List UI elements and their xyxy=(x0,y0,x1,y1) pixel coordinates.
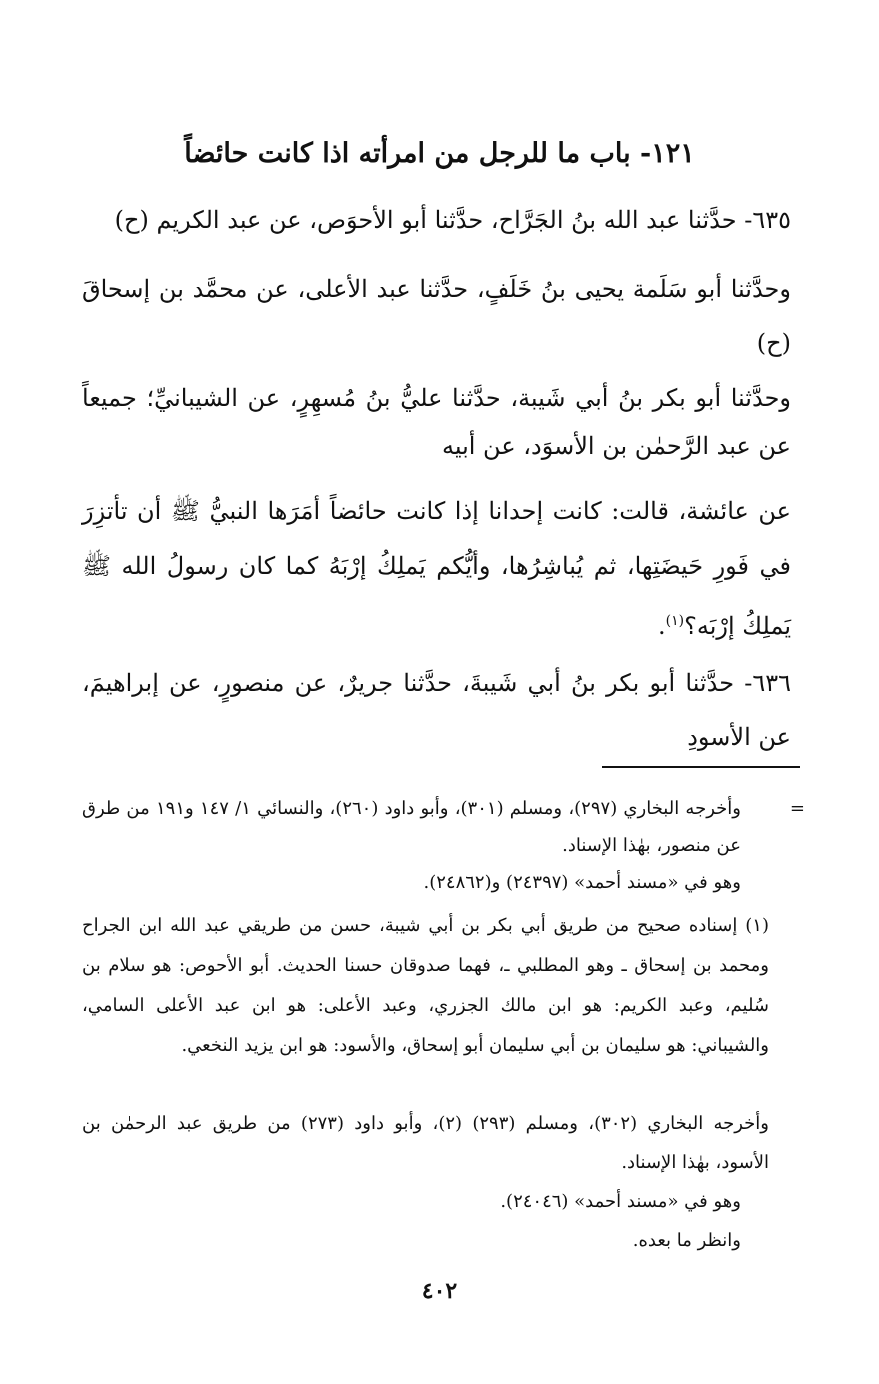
footnote-separator xyxy=(602,766,800,768)
footnote-paragraph: وهو في «مسند أحمد» (٢٤٣٩٧) و(٢٤٨٦٢). xyxy=(423,872,741,893)
footnote-1 xyxy=(82,906,793,1066)
chapter-title: ١٢١- باب ما للرجل من امرأته اذا كانت حائضاً xyxy=(184,138,695,169)
hadith-635-matn xyxy=(82,484,791,654)
footnote-continuation xyxy=(82,790,805,901)
footnote-paragraph: وانظر ما بعده. xyxy=(632,1230,741,1251)
footnote-1-continued xyxy=(82,1104,793,1260)
footnote-paragraph: وأخرجه البخاري (٣٠٢)، ومسلم (٢٩٣) (٢)، وأبو داود (٢٧٣) من طريق عبد الرحمٰن بن الأسود، بهٰذا الإسناد. xyxy=(82,1113,769,1173)
hadith-635-isnad-3 xyxy=(82,374,791,470)
footnote-reference[interactable]: (١) xyxy=(665,613,685,629)
isnad-text: وحدَّثنا أبو سَلَمة يحيى بنُ خَلَفٍ، حدَّثنا عبد الأعلى، عن محمَّد بن إسحاقَ (ح) xyxy=(82,275,791,357)
hadith-635-isnad-1 xyxy=(82,194,791,246)
isnad-text: ٦٣٦- حدَّثنا أبو بكر بنُ أبي شَيبةَ، حدَّثنا جريرٌ، عن منصورٍ، عن إبراهيمَ، عن الأسودِ xyxy=(82,669,791,751)
footnote-paragraph: (١) إسناده صحيح من طريق أبي بكر بن أبي شيبة، حسن من طريقي عبد الله ابن الجراح ومحمد بن إسحاق ـ وهو المطلبي ـ، فهما صدوقان حسنا الحديث. أبو الأحوص: هو سلام بن سُليم، وعبد الكريم: هو ابن مالك الجزري، وعبد الأعلى: هو ابن عبد الأعلى السامي، والشيباني: هو سليمان بن أبي سليمان أبو إسحاق، والأسود: هو ابن يزيد النخعي. xyxy=(82,915,769,1056)
continuation-marker: = xyxy=(789,798,805,819)
end-mark: . xyxy=(657,612,666,640)
matn-text: عن عائشة، قالت: كانت إحدانا إذا كانت حائضاً أمَرَها النبيُّ ﷺ أن تأتزِرَ في فَورِ حَيضَتِها، ثم يُباشِرُها، وأيُّكم يَملِكُ إرْبَهُ كما كان رسولُ الله ﷺ يَملِكُ إرْبَه؟ xyxy=(82,497,791,640)
hadith-636-isnad xyxy=(82,656,791,764)
matn-paragraph xyxy=(82,484,791,654)
isnad-text: ٦٣٥- حدَّثنا عبد الله بنُ الجَرَّاح، حدَّثنا أبو الأحوَص، عن عبد الكريم (ح) xyxy=(114,206,791,234)
footnote-paragraph: وأخرجه البخاري (٢٩٧)، ومسلم (٣٠١)، وأبو داود (٢٦٠)، والنسائي ١/ ١٤٧ و١٩١ من طرق عن منصور، بهٰذا الإسناد. xyxy=(82,798,741,856)
hadith-635-isnad-2 xyxy=(82,262,791,370)
page-number: ٤٠٢ xyxy=(421,1278,458,1304)
isnad-text: وحدَّثنا أبو بكر بنُ أبي شَيبة، حدَّثنا عليُّ بنُ مُسهِرٍ، عن الشيبانيِّ؛ جميعاً عن عبد الرَّحمٰن بن الأسوَد، عن أبيه xyxy=(82,384,791,460)
footnote-paragraph: وهو في «مسند أحمد» (٢٤٠٤٦). xyxy=(500,1191,741,1212)
